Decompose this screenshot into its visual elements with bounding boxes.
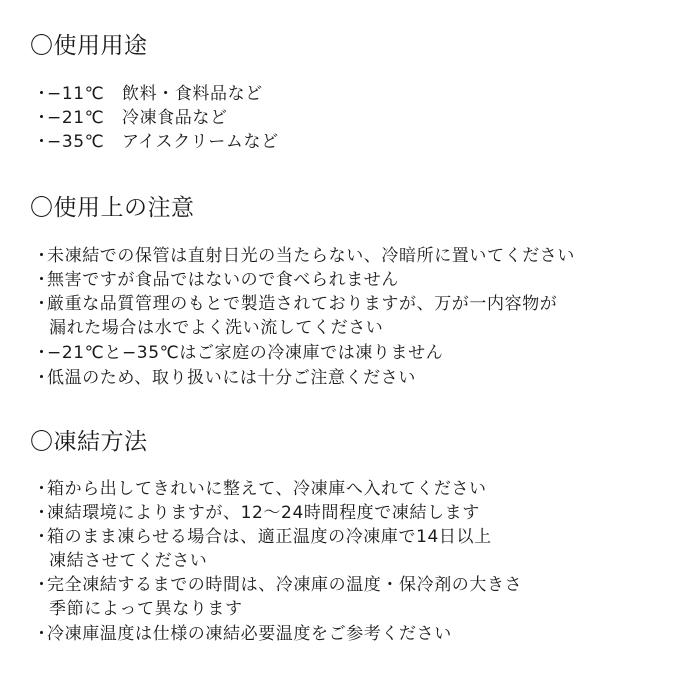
list-item: [33, 268, 399, 292]
list-item-text: 完全凍結するまでの時間は、冷凍庫の温度・保冷剤の大きさ: [47, 575, 523, 595]
list-item-text: 未凍結での保管は直射日光の当たらない、冷暗所に置いてください: [47, 246, 575, 266]
bullet: ・: [33, 575, 51, 595]
list-item-continuation: 凍結させてください: [49, 551, 208, 571]
list-item: [33, 501, 480, 525]
list-item: [33, 525, 492, 549]
bullet: ・: [33, 624, 51, 644]
list-item: [33, 244, 575, 268]
list-item: [33, 341, 443, 365]
bullet: ・: [33, 294, 51, 314]
list-item-text: 凍結環境によりますが、12〜24時間程度で凍結します: [47, 503, 480, 523]
list-item-text: −11℃ 飲料・食料品など: [47, 84, 263, 104]
list-item: [33, 622, 452, 646]
list-item-text: 厳重な品質管理のもとで製造されておりますが、万が一内容物が: [47, 294, 558, 314]
list-item: [33, 106, 228, 130]
list-item: [33, 573, 522, 597]
list-item-text: −21℃と−35℃はご家庭の冷凍庫では凍りません: [47, 343, 444, 363]
bullet: ・: [33, 527, 51, 547]
section-title-freezing-method: 〇凍結方法: [30, 429, 148, 455]
bullet: ・: [33, 108, 51, 128]
list-item-continuation: 季節によって異なります: [49, 599, 243, 619]
section-title-usage: 〇使用用途: [30, 33, 148, 59]
bullet: ・: [33, 343, 51, 363]
list-item-text: 低温のため、取り扱いには十分ご注意ください: [47, 368, 416, 388]
list-item-text: −35℃ アイスクリームなど: [47, 132, 279, 152]
bullet: ・: [33, 503, 51, 523]
list-item: [33, 82, 263, 106]
bullet: ・: [33, 246, 51, 266]
list-item: [33, 292, 557, 316]
bullet: ・: [33, 132, 51, 152]
list-item-continuation: 漏れた場合は水でよく洗い流してください: [49, 318, 384, 338]
bullet: ・: [33, 270, 51, 290]
bullet: ・: [33, 479, 51, 499]
list-item: [33, 130, 279, 154]
list-item-text: 箱から出してきれいに整えて、冷凍庫へ入れてください: [47, 479, 487, 499]
section-title-precautions: 〇使用上の注意: [30, 195, 195, 221]
bullet: ・: [33, 84, 51, 104]
list-item-text: 無害ですが食品ではないので食べられません: [47, 270, 399, 290]
list-item: [33, 366, 416, 390]
list-item-text: −21℃ 冷凍食品など: [47, 108, 228, 128]
list-item-text: 箱のまま凍らせる場合は、適正温度の冷凍庫で14日以上: [47, 527, 492, 547]
bullet: ・: [33, 368, 51, 388]
list-item-text: 冷凍庫温度は仕様の凍結必要温度をご参考ください: [47, 624, 452, 644]
list-item: [33, 477, 487, 501]
